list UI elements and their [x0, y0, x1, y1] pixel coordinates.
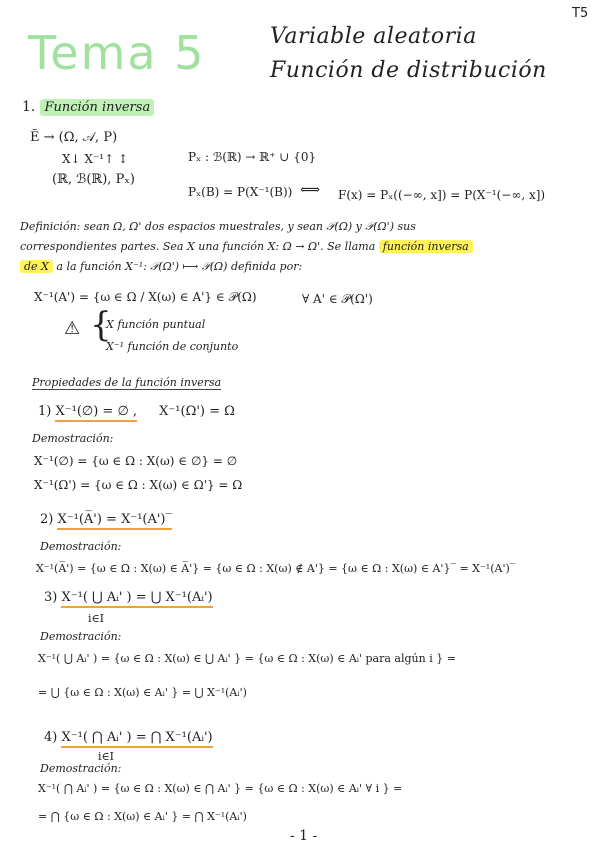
highlight-funcion-inversa: función inversa [379, 240, 473, 253]
px-definition: Pₓ : ℬ(ℝ) → ℝ⁺ ∪ {0} [188, 150, 317, 164]
intro-real-space: (ℝ, ℬ(ℝ), Pₓ) [52, 172, 135, 187]
property-2-a: X⁻¹(A̅') = X⁻¹(A')‾ [57, 512, 172, 530]
property-3-a: X⁻¹( ⋃ Aᵢ' ) = ⋃ X⁻¹(Aᵢ') [61, 590, 212, 608]
property-2-demo-label: Demostración: [40, 540, 122, 553]
brace-icon: { [90, 305, 112, 345]
property-4-demo-label: Demostración: [40, 762, 122, 775]
equivalence-arrow: ⟺ [300, 182, 321, 198]
property-1-a: X⁻¹(∅) = ∅ , [55, 404, 137, 422]
property-3-number: 3) [44, 590, 58, 605]
intro-space: Ẽ → (Ω, 𝒜, P) [30, 130, 118, 145]
page-code: T5 [572, 6, 589, 21]
property-1-b: X⁻¹(Ω') = Ω [159, 404, 235, 419]
page-number: - 1 - [290, 828, 318, 844]
subtitle-variable-aleatoria: Variable aleatoria [270, 24, 477, 49]
fx-definition: F(x) = Pₓ((−∞, x]) = P(X⁻¹(−∞, x]) [338, 188, 546, 202]
warning-icon: ⚠ [64, 318, 81, 339]
property-4-subscript: i∈I [98, 750, 115, 763]
property-1 [38, 404, 235, 419]
property-2 [40, 512, 172, 527]
definition-line-2-text: correspondientes partes. Sea X una función X: Ω → Ω'. Se llama [20, 240, 376, 253]
subtitle-funcion-distribucion: Función de distribución [270, 58, 547, 83]
pb-definition: Pₓ(B) = P(X⁻¹(B)) [188, 185, 293, 199]
warning-item-2: X⁻¹ función de conjunto [106, 340, 239, 353]
definition-line-1: Definición: sean Ω, Ω' dos espacios muestrales, y sean 𝒫(Ω) y 𝒫(Ω') sus [20, 220, 416, 233]
tema-title: Tema 5 [28, 26, 206, 80]
section-1-heading [22, 96, 154, 115]
property-3-line-1: X⁻¹( ⋃ Aᵢ' ) = {ω ∈ Ω : X(ω) ∈ ⋃ Aᵢ' } = {ω ∈ Ω : X(ω) ∈ Aᵢ' para algún i } = [38, 652, 456, 665]
forall-clause: ∀ A' ∈ 𝒫(Ω') [302, 292, 373, 306]
property-2-number: 2) [40, 512, 54, 527]
property-3-demo-label: Demostración: [40, 630, 122, 643]
property-4-number: 4) [44, 730, 58, 745]
property-3 [44, 590, 213, 605]
properties-heading: Propiedades de la función inversa [32, 376, 222, 389]
highlight-de-x: de X [20, 260, 53, 273]
intro-arrows: X↓ X⁻¹↑ ↕ [62, 152, 129, 166]
property-1-line-2: X⁻¹(Ω') = {ω ∈ Ω : X(ω) ∈ Ω'} = Ω [34, 478, 243, 492]
property-4-line-2: = ⋂ {ω ∈ Ω : X(ω) ∈ Aᵢ' } = ⋂ X⁻¹(Aᵢ') [38, 810, 247, 823]
inverse-formula: X⁻¹(A') = {ω ∈ Ω / X(ω) ∈ A'} ∈ 𝒫(Ω) [34, 290, 257, 304]
property-4 [44, 730, 213, 745]
property-3-subscript: i∈I [88, 612, 105, 625]
property-1-number: 1) [38, 404, 52, 419]
section-title: Función inversa [40, 99, 154, 116]
definition-line-3-text: a la función X⁻¹: 𝒫(Ω') ⟼ 𝒫(Ω) definida por: [56, 260, 303, 273]
property-4-a: X⁻¹( ⋂ Aᵢ' ) = ⋂ X⁻¹(Aᵢ') [61, 730, 212, 748]
property-1-line-1: X⁻¹(∅) = {ω ∈ Ω : X(ω) ∈ ∅} = ∅ [34, 454, 238, 468]
definition-line-3 [20, 260, 302, 274]
warning-item-1: X función puntual [106, 318, 206, 331]
property-3-line-2: = ⋃ {ω ∈ Ω : X(ω) ∈ Aᵢ' } = ⋃ X⁻¹(Aᵢ') [38, 686, 247, 699]
property-2-line-1: X⁻¹(A̅') = {ω ∈ Ω : X(ω) ∈ A̅'} = {ω ∈ Ω : X(ω) ∉ A'} = {ω ∈ Ω : X(ω) ∈ A'}‾ = X⁻¹(A')‾ [36, 562, 516, 575]
section-number: 1. [22, 99, 36, 115]
property-4-line-1: X⁻¹( ⋂ Aᵢ' ) = {ω ∈ Ω : X(ω) ∈ ⋂ Aᵢ' } = {ω ∈ Ω : X(ω) ∈ Aᵢ' ∀ i } = [38, 782, 403, 795]
definition-line-2 [20, 240, 473, 253]
property-1-demo-label: Demostración: [32, 432, 114, 445]
